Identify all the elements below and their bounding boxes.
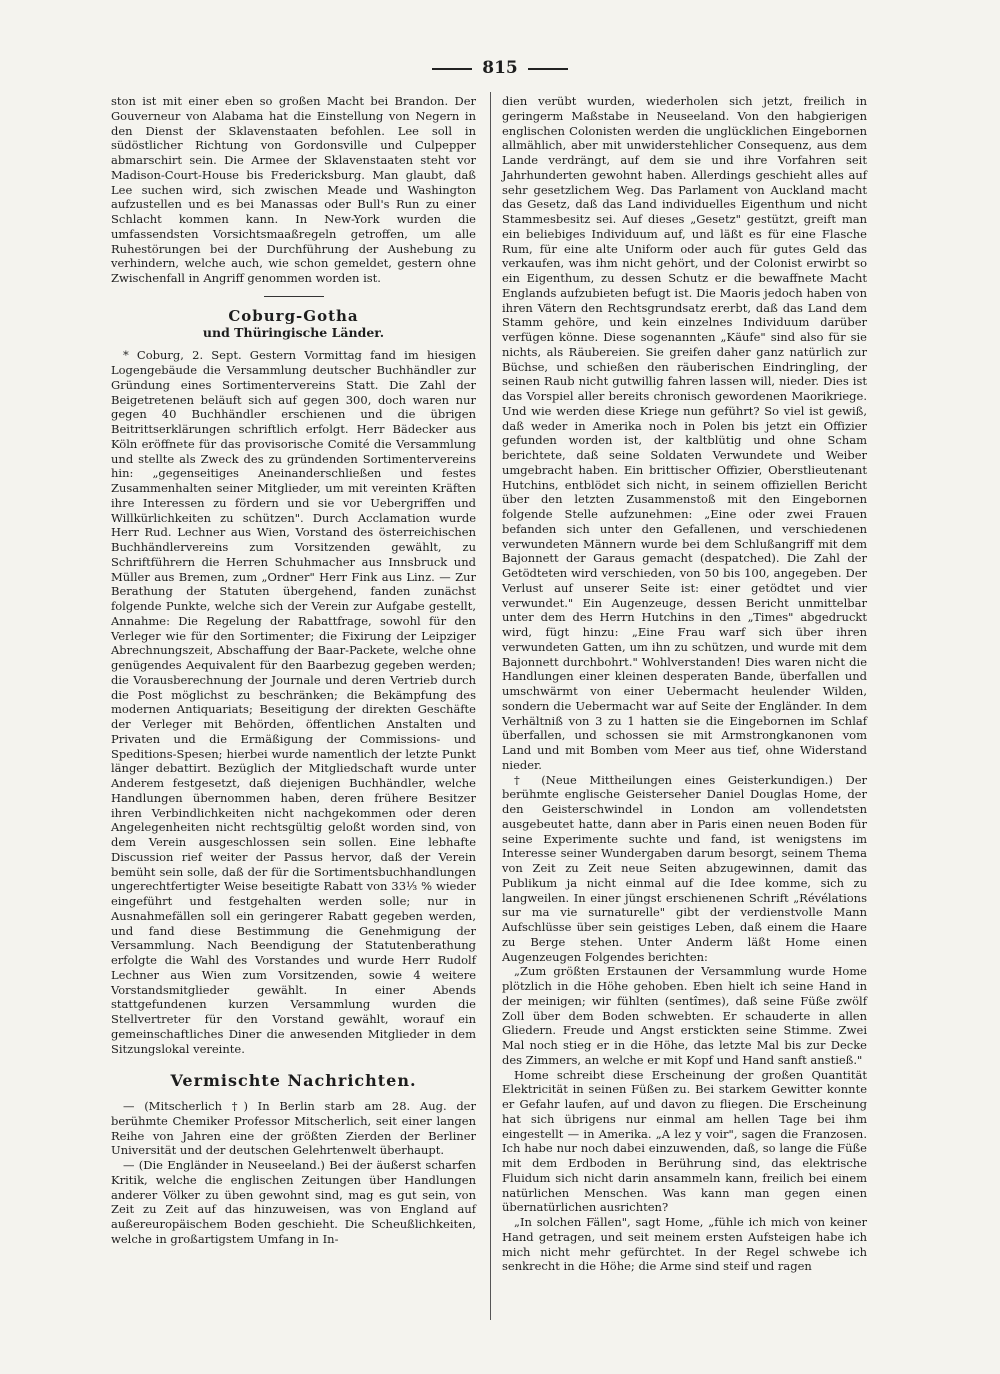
section-heading-coburg: Coburg-Gotha [228,306,359,325]
article-paragraph: — (Die Engländer in Neuseeland.) Bei der äußerst scharfen Kritik, welche die englischen Zeitungen über Handlungen anderer Völker zu üben gewohnt sind, mag es gut sein, von Zeit zu Zeit auf das hinzuweisen, was von England auf außereuropäischem Boden geschieht. Die Scheußlichkeiten, welche in großartigstem Umfang in In- [111,1158,476,1246]
section-heading-vermischte: Vermischte Nachrichten. [170,1071,417,1091]
quoted-paragraph: „Zum größten Erstaunen der Versammlung wurde Home plötzlich in die Höhe gehoben. Eben hielt ich seine Hand in der meinigen; wir fühlten (sentîmes), daß seine Füße zwölf Zoll über dem Boden schwebten. Er schauderte in allen Gliedern. Freude und Angst erstickten seine Stimme. Zwei Mal noch stieg er in die Höhe, das letzte Mal bis zur Decke des Zimmers, an welche er mit Kopf und Hand sanft anstieß." [502,964,867,1067]
page-number-header [0,58,1000,78]
article-paragraph: — (Mitscherlich †) In Berlin starb am 28. Aug. der berühmte Chemiker Professor Mitscherlich, seit einer langen Reihe von Jahren eine der größten Zierden der Berliner Universität und der deutschen Gelehrtenwelt überhaupt. [111,1099,476,1158]
header-rule-right [528,68,568,70]
section-subheading: und Thüringische Länder. [202,324,385,340]
section-separator [264,296,324,297]
article-paragraph: dien verübt wurden, wiederholen sich jetzt, freilich in geringerm Maßstabe in Neuseeland. Von den habgierigen englischen Colonisten werden die unglücklichen Eingebornen allmählich, aber mit unwiderstehlicher Consequenz, aus dem Lande verdrängt, auf dem sie und ihre Vorfahren seit Jahrhunderten gewohnt haben. Allerdings geschieht alles auf sehr gesetzlichem Weg. Das Parlament von Auckland macht das Gesetz, daß das Land individuelles Eigenthum und nicht Stammesbesitz sei. Auf dieses „Gesetz" gestützt, greift man ein beliebiges Individuum auf, und läßt es für eine Flasche Rum, für eine alte Uniform oder auch für gutes Geld das verkaufen, was ihm nicht gehört, und der Colonist erwirbt so ein Eigenthum, zu dessen Schutz er die bewaffnete Macht Englands aufzubieten befugt ist. Die Maoris jedoch haben von ihren Vätern den Rechtsgrundsatz ererbt, daß das Land dem Stamm gehöre, und kein einzelnes Individuum darüber verfügen könne. Diese sogenannten „Käufe" sind also für sie nichts, als Räubereien. Sie greifen daher ganz natürlich zur Büchse, und schießen den räuberischen Eindringling, der seinen Raub nicht gutwillig fahren lassen will, nieder. Dies ist das Vorspiel aller bereits chronisch gewordenen Maorikriege. Und wie werden diese Kriege nun geführt? So viel ist gewiß, daß weder in Amerika noch in Polen bis jetzt ein Offizier gefunden worden ist, der kaltblütig und ohne Scham berichtete, daß seine Soldaten Verwundete und Weiber umgebracht haben. Ein brittischer Offizier, Oberstlieutenant Hutchins, entblödet sich nicht, in seinem offiziellen Bericht über den letzten Zusammenstoß mit den Eingebornen folgende Stelle aufzunehmen: „Eine oder zwei Frauen befanden sich unter den Gefallenen, und verschiedenen verwundeten Männern wurde bei dem Schlußangriff mit dem Bajonnett der Garaus gemacht (despatched). Die Zahl der Getödteten wird verschieden, von 50 bis 100, angegeben. Der Verlust auf unserer Seite ist: einer getödtet und vier verwundet." Ein Augenzeuge, dessen Bericht unmittelbar unter dem des Herrn Hutchins in den „Times" abgedruckt wird, fügt hinzu: „Eine Frau warf sich über ihren verwundeten Gatten, um ihn zu schützen, und wurde mit dem Bajonnett durchbohrt." Wohlverstanden! Dies waren nicht die Handlungen einer kleinen desperaten Bande, überfallen und umschwärmt von einer Uebermacht heulender Wilden, sondern die Uebermacht war auf Seite der Engländer. In dem Verhältniß von 3 zu 1 hatten sie die Eingebornen im Schlaf überfallen, und schossen sie mit Armstrongkanonen vom Land und mit Bomben vom Meer aus tief, ohne Widerstand nieder. [502,94,867,772]
right-column [502,94,867,1274]
article-paragraph: † (Neue Mittheilungen eines Geisterkundigen.) Der berühmte englische Geisterseher Daniel Douglas Home, der den Geisterschwindel in London am vollendetsten ausgebeutet hatte, dann aber in Paris einen neuen Boden für seine Experimente suchte und fand, ist wenigstens im Interesse seiner Wundergaben darum besorgt, seinem Thema von Zeit zu Zeit neue Seiten abzugewinnen, damit das Publikum ja nicht einmal auf die Idee komme, sich zu langweilen. In einer jüngst erschienenen Schrift „Révélations sur ma vie surnaturelle" gibt der verdienstvolle Mann Aufschlüsse über sein geistiges Leben, daß einem die Haare zu Berge stehen. Unter Anderm läßt Home einen Augenzeugen Folgendes berichten: [502,772,867,964]
page-number: 815 [482,58,518,78]
article-paragraph: Home schreibt diese Erscheinung der großen Quantität Elektricität in seinen Füßen zu. Bei starkem Gewitter konnte er Gefahr laufen, auf und davon zu fliegen. Die Erscheinung hat sich übrigens nur einmal am hellen Tage bei ihm eingestellt — in Amerika. „A lez y voir", sagen die Franzosen. Ich habe nur noch dabei einzuwenden, daß, so lange die Füße mit dem Erdboden in Berührung sind, das elektrische Fluidum sich nicht darin ansammeln kann, freilich bei einem natürlichen Menschen. Was kann man gegen einen übernatürlichen ausrichten? [502,1067,867,1215]
quoted-paragraph: „In solchen Fällen", sagt Home, „fühle ich mich von keiner Hand getragen, und seit meinem ersten Aufsteigen habe ich mich nicht mehr gefürchtet. In der Regel schwebe ich senkrecht in die Höhe; die Arme sind steif und ragen [502,1215,867,1274]
column-divider [490,92,491,1320]
header-rule-left [432,68,472,70]
article-paragraph: ston ist mit einer eben so großen Macht bei Brandon. Der Gouverneur von Alabama hat die Einstellung von Negern in den Dienst der Sklavenstaaten befohlen. Lee soll in südöstlicher Richtung von Gordonsville und Culpepper abmarschirt sein. Die Armee der Sklavenstaaten steht vor Madison-Court-House bis Fredericksburg. Man glaubt, daß Lee suchen wird, sich zwischen Meade und Washington aufzustellen und es bei Manassas oder Bull's Run zu einer Schlacht kommen kann. In New-York wurden die umfassendsten Vorsichtsmaaßregeln getroffen, um alle Ruhestörungen bei der Durchführung der Aushebung zu verhindern, welche auch, wie schon gemeldet, gestern ohne Zwischenfall in Angriff genommen worden ist. [111,94,476,285]
left-column [111,94,476,1247]
article-paragraph: * Coburg, 2. Sept. Gestern Vormittag fand im hiesigen Logengebäude die Versammlung deutscher Buchhändler zur Gründung eines Sortimentervereins Statt. Die Zahl der Beigetretenen beläuft sich auf gegen 300, doch waren nur gegen 40 Buchhändler erschienen und die übrigen Beitrittserklärungen schriftlich erfolgt. Herr Bädecker aus Köln eröffnete für das provisorische Comité die Versammlung und stellte als Zweck des zu gründenden Sortimentervereins hin: „gegenseitiges Aneinanderschließen und festes Zusammenhalten seiner Mitglieder, um mit vereinten Kräften ihre Interessen zu fördern und sie vor Uebergriffen und Willkürlichkeiten zu schützen". Durch Acclamation wurde Herr Rud. Lechner aus Wien, Vorstand des österreichischen Buchhändlervereins zum Vorsitzenden gewählt, zu Schriftführern die Herren Schuhmacher aus Innsbruck und Müller aus Bremen, zum „Ordner" Herr Fink aus Linz. — Zur Berathung der Statuten übergehend, fanden zunächst folgende Punkte, welche sich der Verein zur Aufgabe gestellt, Annahme: Die Regelung der Rabattfrage, sowohl für den Verleger wie für den Sortimenter; die Fixirung der Leipziger Abrechnungszeit, Abschaffung der Baar-Packete, welche ohne genügendes Aequivalent für den Baarbezug gegeben werden; die Vorausberechnung der Journale und deren Vertrieb durch die Post möglichst zu beschränken; die Bekämpfung des modernen Antiquariats; Beseitigung der direkten Geschäfte der Verleger mit Behörden, öffentlichen Anstalten und Privaten und die Ermäßigung der Commissions- und Speditions-Spesen; hierbei wurde namentlich der letzte Punkt länger debattirt. Bezüglich der Mitgliedschaft wurde unter Anderem festgesetzt, daß diejenigen Buchhändler, welche Handlungen übernommen haben, deren frühere Besitzer ihren Verbindlichkeiten nicht nachgekommen oder deren Angelegenheiten nicht rechtsgültig geloßt worden sind, von dem Verein ausgeschlossen sein sollen. Eine lebhafte Discussion rief weiter der Passus hervor, daß der Verein bemüht sein solle, daß der für die Sortimentsbuchhandlungen ungerechtfertigter Weise beseitigte Rabatt von 33⅓ % wieder eingeführt und festgehalten werden solle; nur in Ausnahmefällen soll ein geringerer Rabatt gegeben werden, und fand diese Bestimmung die Genehmigung der Versammlung. Nach Beendigung der Statutenberathung erfolgte die Wahl des Vorstandes und wurde Herr Rudolf Lechner aus Wien zum Vorsitzenden, sowie 4 weitere Vorstandsmitglieder gewählt. In einer Abends stattgefundenen kurzen Versammlung wurden die Stellvertreter für den Vorstand gewählt, worauf ein gemeinschaftliches Diner die anwesenden Mitglieder in dem Sitzungslokal vereinte. [111,348,476,1056]
